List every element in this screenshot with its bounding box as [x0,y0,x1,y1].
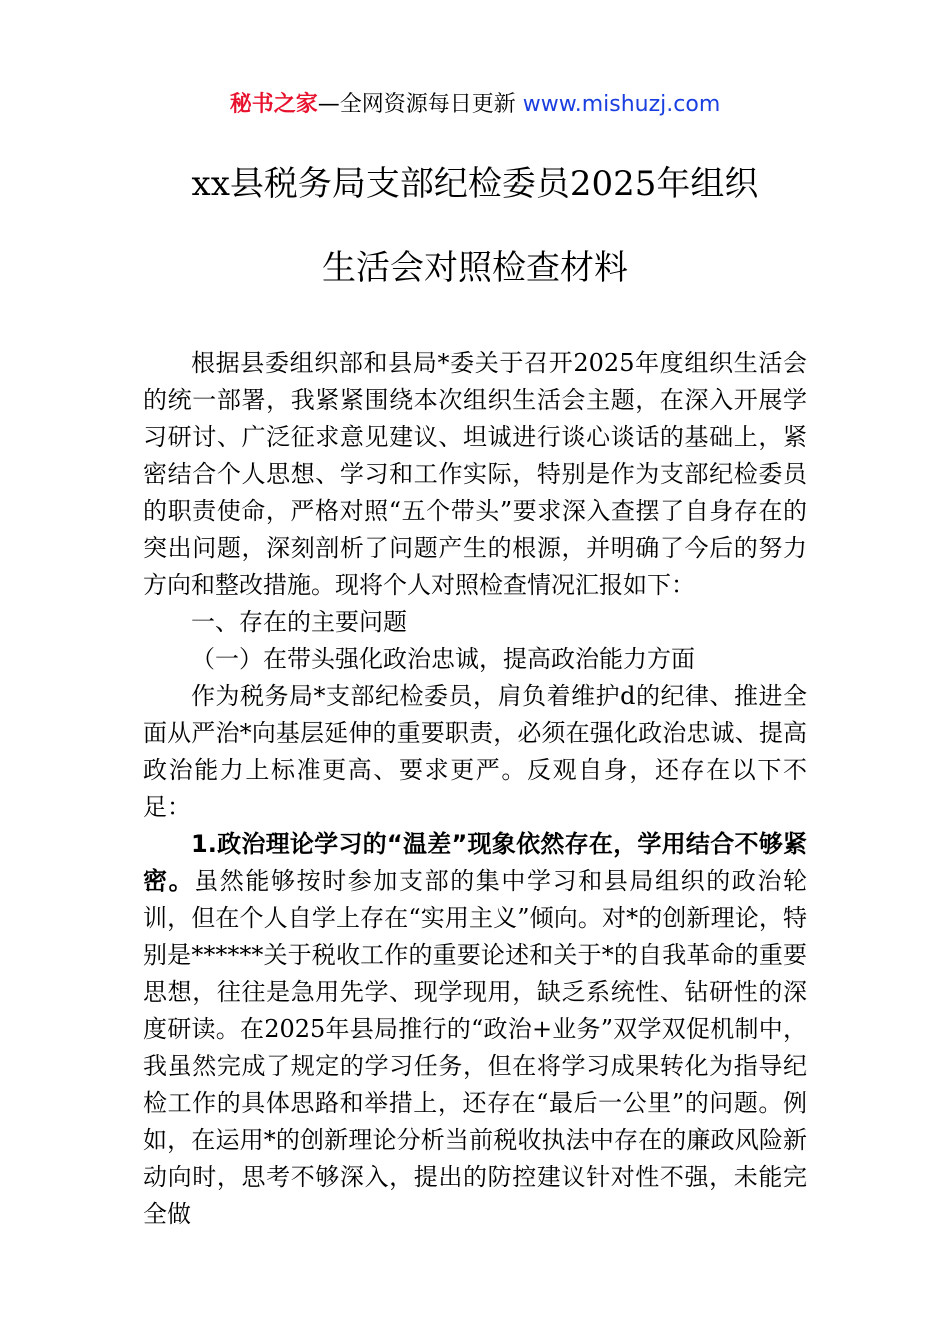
site-header [0,88,950,122]
document-title [0,160,950,292]
document-body [143,345,807,1233]
subsection-1-heading: （一）在带头强化政治忠诚，提高政治能力方面 [191,645,695,673]
site-slogan: —全网资源每日更新 [317,92,523,117]
site-brand: 秘书之家 [229,92,318,117]
title-line-1: xx县税务局支部纪检委员2025年组织 [191,164,759,204]
point-1-title: 1.政治理论学习的“温差”现象依然存在，学用结合不够紧密。 [143,830,807,895]
title-line-2: 生活会对照检查材料 [322,248,628,288]
point-1-paragraph [143,826,807,1233]
intro-paragraph: 根据县委组织部和县局*委关于召开2025年度组织生活会的统一部署，我紧紧围绕本次组织生活会主题，在深入开展学习研讨、广泛征求意见建议、坦诚进行谈心谈话的基础上，紧密结合个人思想、学习和工作实际，特别是作为支部纪检委员的职责使命，严格对照“五个带头”要求深入查摆了自身存在的突出问题，深刻剖析了问题产生的根源，并明确了今后的努力方向和整改措施。现将个人对照检查情况汇报如下： [143,349,807,599]
site-url-link[interactable]: www.mishuzj.com [522,92,721,117]
point-1-body: 虽然能够按时参加支部的集中学习和县局组织的政治轮训，但在个人自学上存在“实用主义”倾向。对*的创新理论，特别是******关于税收工作的重要论述和关于*的自我革命的重要思想，往往是急用先学、现学现用，缺乏系统性、钻研性的深度研读。在2025年县局推行的“政治+业务”双学双促机制中，我虽然完成了规定的学习任务，但在将学习成果转化为指导纪检工作的具体思路和举措上，还存在“最后一公里”的问题。例如，在运用*的创新理论分析当前税收执法中存在的廉政风险新动向时，思考不够深入，提出的防控建议针对性不强，未能完全做 [143,867,808,1228]
subsection-1-paragraph: 作为税务局*支部纪检委员，肩负着维护d的纪律、推进全面从严治*向基层延伸的重要职责，必须在强化政治忠诚、提高政治能力上标准更高、要求更严。反观自身，还存在以下不足： [143,682,807,821]
section-1-heading: 一、存在的主要问题 [191,608,407,636]
